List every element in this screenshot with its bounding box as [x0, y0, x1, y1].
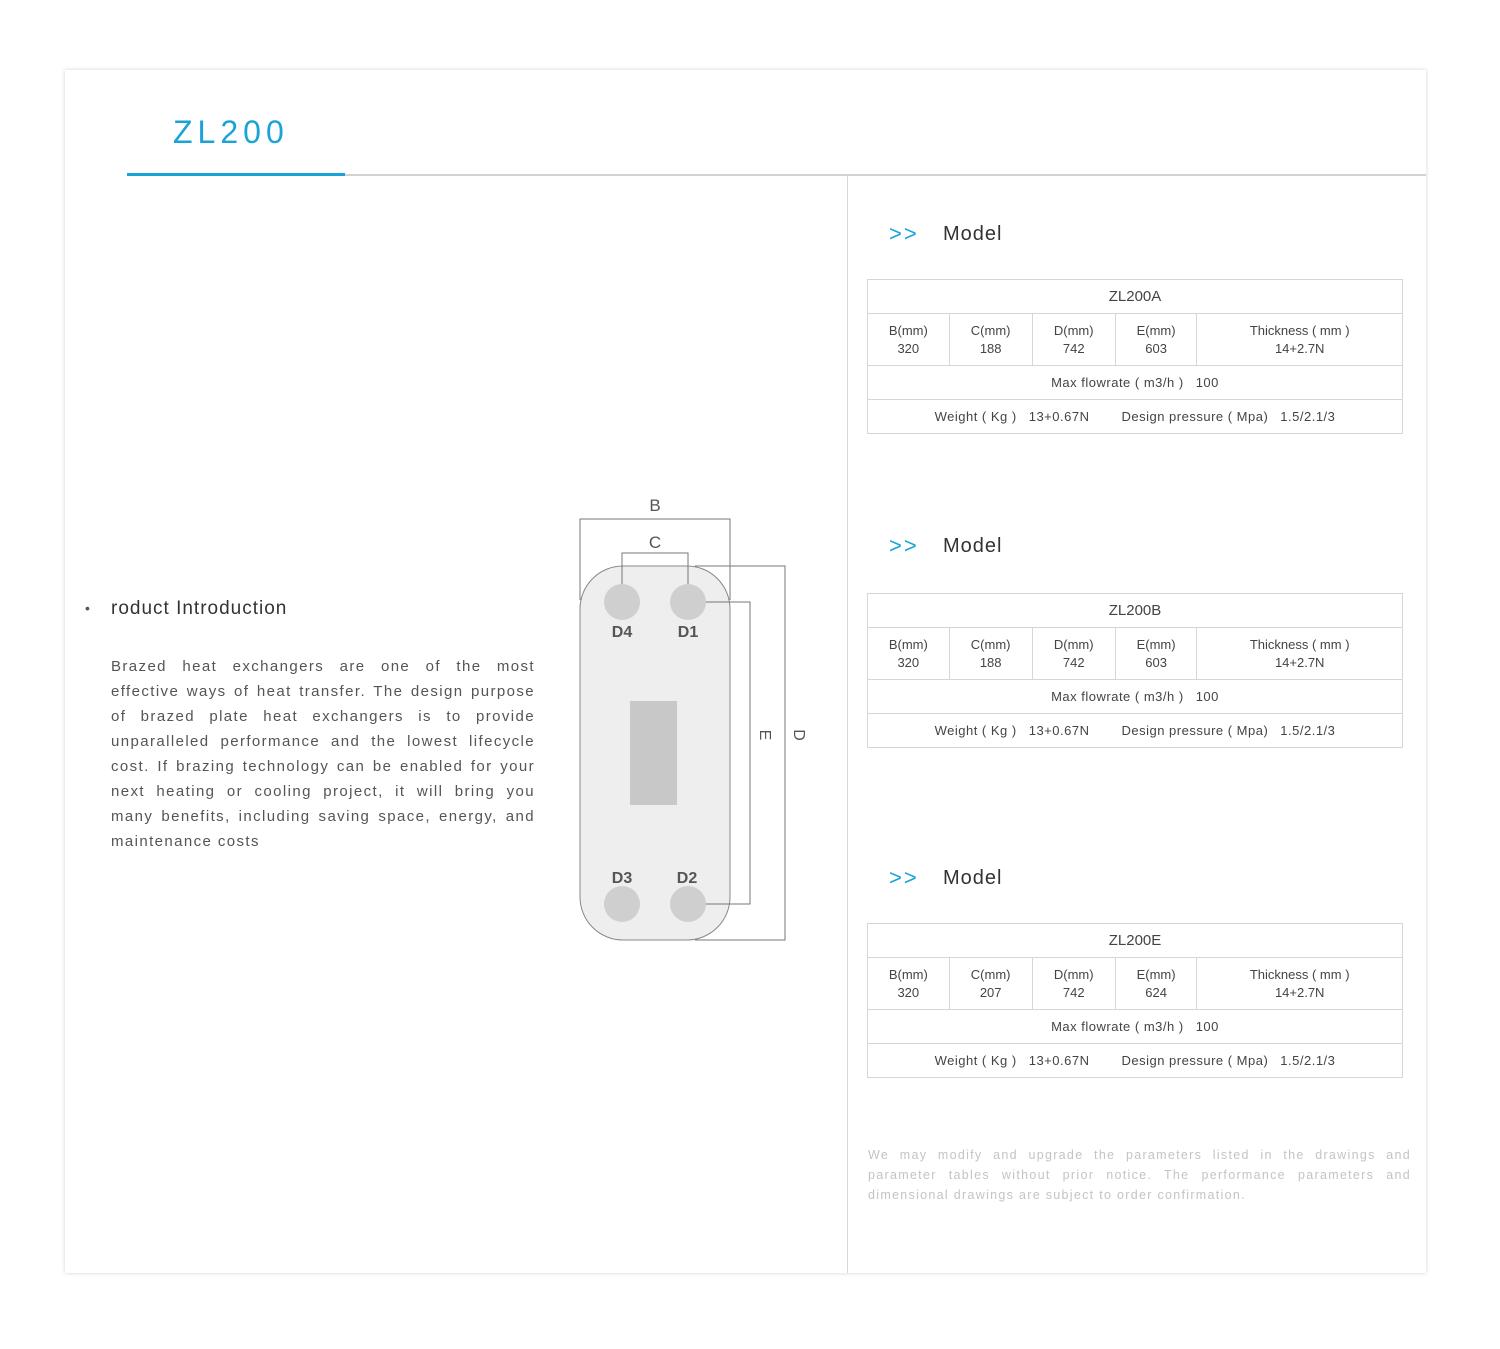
dimension-d-label: D — [790, 729, 807, 741]
spec-table-zl200a — [867, 279, 1403, 434]
port-d3-circle — [604, 886, 640, 922]
intro-text: Brazed heat exchangers are one of the most effective ways of heat transfer. The design purpose of brazed plate heat exchangers is to provide unparalleled performance and the lowest lifecycle cost. If brazing technology can be enabled for your next heating or cooling project, it will bring you many benefits, including saving space, energy, and maintenance costs — [111, 658, 535, 850]
model-heading-label: Model — [943, 866, 1003, 889]
spec-e-cell: E(mm) 624 — [1115, 958, 1197, 1010]
spec-thickness-cell: Thickness ( mm ) 14+2.7N — [1197, 628, 1403, 680]
spec-d-cell: D(mm) 742 — [1032, 314, 1115, 366]
spec-flowrate-cell: Max flowrate ( m3/h ) 100 — [868, 680, 1403, 714]
spec-c-cell: C(mm) 188 — [949, 628, 1032, 680]
port-d1-label: D1 — [677, 624, 699, 641]
port-d2-label: D2 — [676, 870, 698, 887]
page-title: ZL200 — [173, 114, 289, 150]
model-heading-e — [889, 865, 1002, 891]
spec-e-cell: E(mm) 603 — [1115, 314, 1197, 366]
spec-b-cell: B(mm) 320 — [868, 958, 950, 1010]
intro-bullet: • — [85, 600, 90, 616]
spec-d-cell: D(mm) 742 — [1032, 628, 1115, 680]
dimension-c-label: C — [648, 533, 662, 552]
spec-table-zl200e — [867, 923, 1403, 1078]
plate-dimension-diagram — [565, 490, 825, 950]
intro-heading: roduct Introduction — [111, 598, 288, 619]
model-name: ZL200B — [868, 594, 1403, 628]
spec-b-cell: B(mm) 320 — [868, 314, 950, 366]
model-heading-label: Model — [943, 534, 1003, 557]
spec-c-cell: C(mm) 207 — [949, 958, 1032, 1010]
model-name: ZL200A — [868, 280, 1403, 314]
spec-c-cell: C(mm) 188 — [949, 314, 1032, 366]
port-d2-circle — [670, 886, 706, 922]
column-divider — [847, 176, 848, 1273]
port-d1-circle — [670, 584, 706, 620]
spec-flowrate-cell: Max flowrate ( m3/h ) 100 — [868, 366, 1403, 400]
port-d3-label: D3 — [611, 870, 633, 887]
spec-flowrate-cell: Max flowrate ( m3/h ) 100 — [868, 1010, 1403, 1044]
dimension-b-label: B — [649, 496, 661, 515]
model-name: ZL200E — [868, 924, 1403, 958]
spec-b-cell: B(mm) 320 — [868, 628, 950, 680]
model-heading-b — [889, 533, 1002, 559]
title-accent-bar — [127, 173, 345, 176]
model-heading-label: Model — [943, 222, 1003, 245]
disclaimer-notice: We may modify and upgrade the parameters listed in the drawings and parameter tables without prior notice. The performance parameters and dimensional drawings are subject to order confirmation. — [868, 1148, 1411, 1202]
double-chevron-icon: >> — [889, 221, 919, 246]
model-heading-a — [889, 221, 1002, 247]
spec-thickness-cell: Thickness ( mm ) 14+2.7N — [1197, 314, 1403, 366]
spec-weight-pressure-cell: Weight ( Kg ) 13+0.67N Design pressure ( Mpa) 1.5/2.1/3 — [868, 1044, 1403, 1078]
double-chevron-icon: >> — [889, 865, 919, 890]
port-d4-label: D4 — [611, 624, 633, 641]
port-d4-circle — [604, 584, 640, 620]
spec-thickness-cell: Thickness ( mm ) 14+2.7N — [1197, 958, 1403, 1010]
spec-table-zl200b — [867, 593, 1403, 748]
spec-weight-pressure-cell: Weight ( Kg ) 13+0.67N Design pressure ( Mpa) 1.5/2.1/3 — [868, 400, 1403, 434]
dimension-e-label: E — [756, 729, 773, 741]
spec-e-cell: E(mm) 603 — [1115, 628, 1197, 680]
plate-center-area — [630, 701, 677, 805]
spec-d-cell: D(mm) 742 — [1032, 958, 1115, 1010]
double-chevron-icon: >> — [889, 533, 919, 558]
product-card — [65, 70, 1426, 1273]
spec-weight-pressure-cell: Weight ( Kg ) 13+0.67N Design pressure ( Mpa) 1.5/2.1/3 — [868, 714, 1403, 748]
